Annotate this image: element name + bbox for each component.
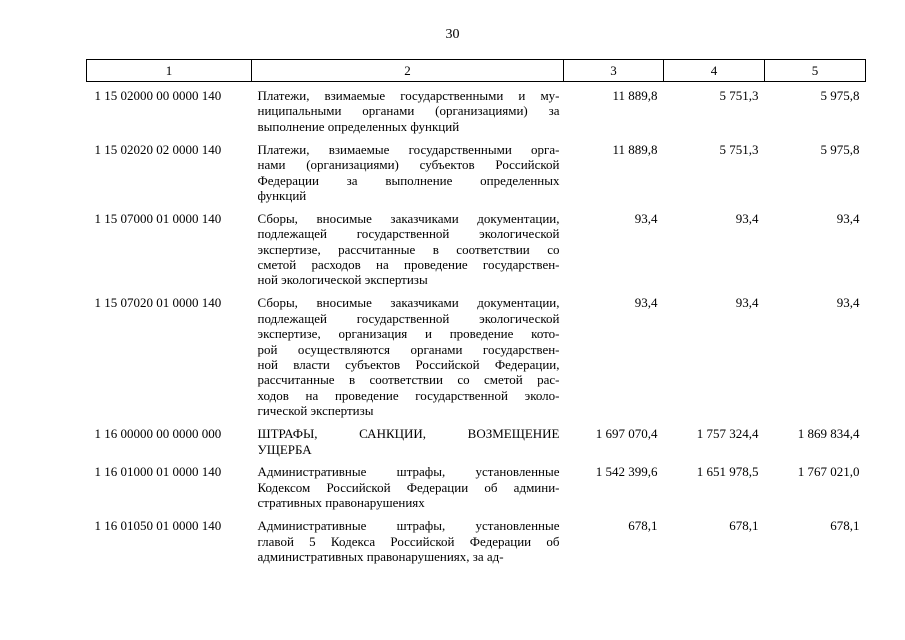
revenue-description (252, 142, 564, 211)
amount-year-2: 93,4 (735, 295, 759, 311)
budget-table-container (86, 59, 865, 572)
revenue-description (252, 295, 564, 426)
budget-classification-code: 1 15 02020 02 0000 140 (94, 141, 222, 157)
description-line: ной власти субъектов Российской Федерации, (257, 357, 560, 372)
amount-year-2: 1 757 324,4 (696, 426, 759, 442)
amount-year-2: 5 751,3 (719, 88, 759, 103)
description-line: Административные штрафы, установленные (257, 518, 560, 534)
revenue-description (252, 518, 564, 572)
description-line: рассчитанные в соответствии со сметой рас- (257, 372, 560, 388)
column-header-5: 5 (765, 60, 866, 82)
description-line: подлежащей государственной экологической (257, 310, 560, 326)
description-line: экспертизе, организация и проведение кото- (257, 326, 560, 342)
description-line: Сборы, вносимые заказчиками документации, (257, 295, 560, 311)
page-number: 30 (445, 27, 460, 42)
column-header-4: 4 (664, 60, 765, 82)
amount-year-1: 93,4 (634, 210, 658, 226)
amount-year-1: 11 889,8 (612, 88, 658, 103)
revenue-description (252, 82, 564, 142)
description-line: Федерации за выполнение определенных (257, 172, 560, 188)
amount-year-2: 93,4 (735, 210, 759, 226)
column-header-2: 2 (252, 60, 564, 82)
description-line: сметой расходов на проведение государствен- (257, 257, 560, 273)
table-row (87, 464, 866, 518)
amount-year-2: 1 651 978,5 (696, 464, 759, 480)
table-row (87, 518, 866, 572)
description-line: стративных правонарушениях (257, 495, 425, 511)
budget-classification-code: 1 16 01000 01 0000 140 (94, 464, 222, 480)
budget-classification-code: 1 16 00000 00 0000 000 (94, 426, 222, 442)
amount-year-1: 93,4 (634, 295, 658, 311)
amount-year-3: 93,4 (836, 210, 860, 226)
amount-year-3: 1 767 021,0 (797, 464, 860, 480)
description-line: административных правонарушениях, за ад- (257, 548, 504, 564)
revenue-description (252, 426, 564, 464)
description-line: подлежащей государственной экологической (257, 226, 560, 242)
table-row (87, 82, 866, 142)
description-line: функций (257, 187, 307, 203)
description-line: гической экспертизы (257, 403, 374, 419)
amount-year-3: 5 975,8 (820, 141, 860, 157)
description-line: УЩЕРБА (257, 441, 312, 457)
amount-year-3: 5 975,8 (820, 88, 860, 103)
description-line: Платежи, взимаемые государственными и му- (257, 88, 560, 103)
revenue-description (252, 211, 564, 296)
description-line: экспертизе, рассчитанные в соответствии со (257, 241, 560, 257)
amount-year-1: 1 542 399,6 (595, 464, 658, 480)
revenue-description (252, 464, 564, 518)
column-header-3: 3 (564, 60, 664, 82)
budget-classification-code: 1 15 07020 01 0000 140 (94, 295, 222, 311)
amount-year-3: 93,4 (836, 295, 860, 311)
description-line: Кодексом Российской Федерации об админи- (257, 479, 560, 495)
description-line: выполнение определенных функций (257, 118, 460, 134)
column-number-header-row (87, 60, 866, 82)
table-body (87, 82, 866, 572)
amount-year-1: 1 697 070,4 (595, 426, 658, 442)
description-line: Сборы, вносимые заказчиками документации, (257, 210, 560, 226)
table-row (87, 211, 866, 296)
description-line: ниципальными органами (организациями) за (257, 103, 560, 119)
amount-year-2: 678,1 (729, 518, 759, 534)
amount-year-1: 11 889,8 (612, 141, 658, 157)
table-row (87, 426, 866, 464)
amount-year-3: 1 869 834,4 (797, 426, 860, 442)
budget-classification-code: 1 16 01050 01 0000 140 (94, 518, 222, 534)
description-line: Платежи, взимаемые государственными орга- (257, 141, 560, 157)
description-line: нами (организациями) субъектов Российской (257, 157, 560, 173)
description-line: главой 5 Кодекса Российской Федерации об (257, 533, 560, 549)
budget-classification-code: 1 15 02000 00 0000 140 (94, 88, 222, 103)
description-line: рой осуществляются органами государствен- (257, 341, 560, 357)
budget-table (86, 59, 866, 572)
column-header-1: 1 (87, 60, 252, 82)
description-line: ШТРАФЫ, САНКЦИИ, ВОЗМЕЩЕНИЕ (257, 426, 560, 442)
description-line: Административные штрафы, установленные (257, 464, 560, 480)
table-row (87, 295, 866, 426)
description-line: ходов на проведение государственной эколо- (257, 387, 560, 403)
amount-year-2: 5 751,3 (719, 141, 759, 157)
description-line: ной экологической экспертизы (257, 272, 428, 288)
amount-year-3: 678,1 (830, 518, 860, 534)
amount-year-1: 678,1 (628, 518, 658, 534)
table-row (87, 142, 866, 211)
budget-classification-code: 1 15 07000 01 0000 140 (94, 210, 222, 226)
